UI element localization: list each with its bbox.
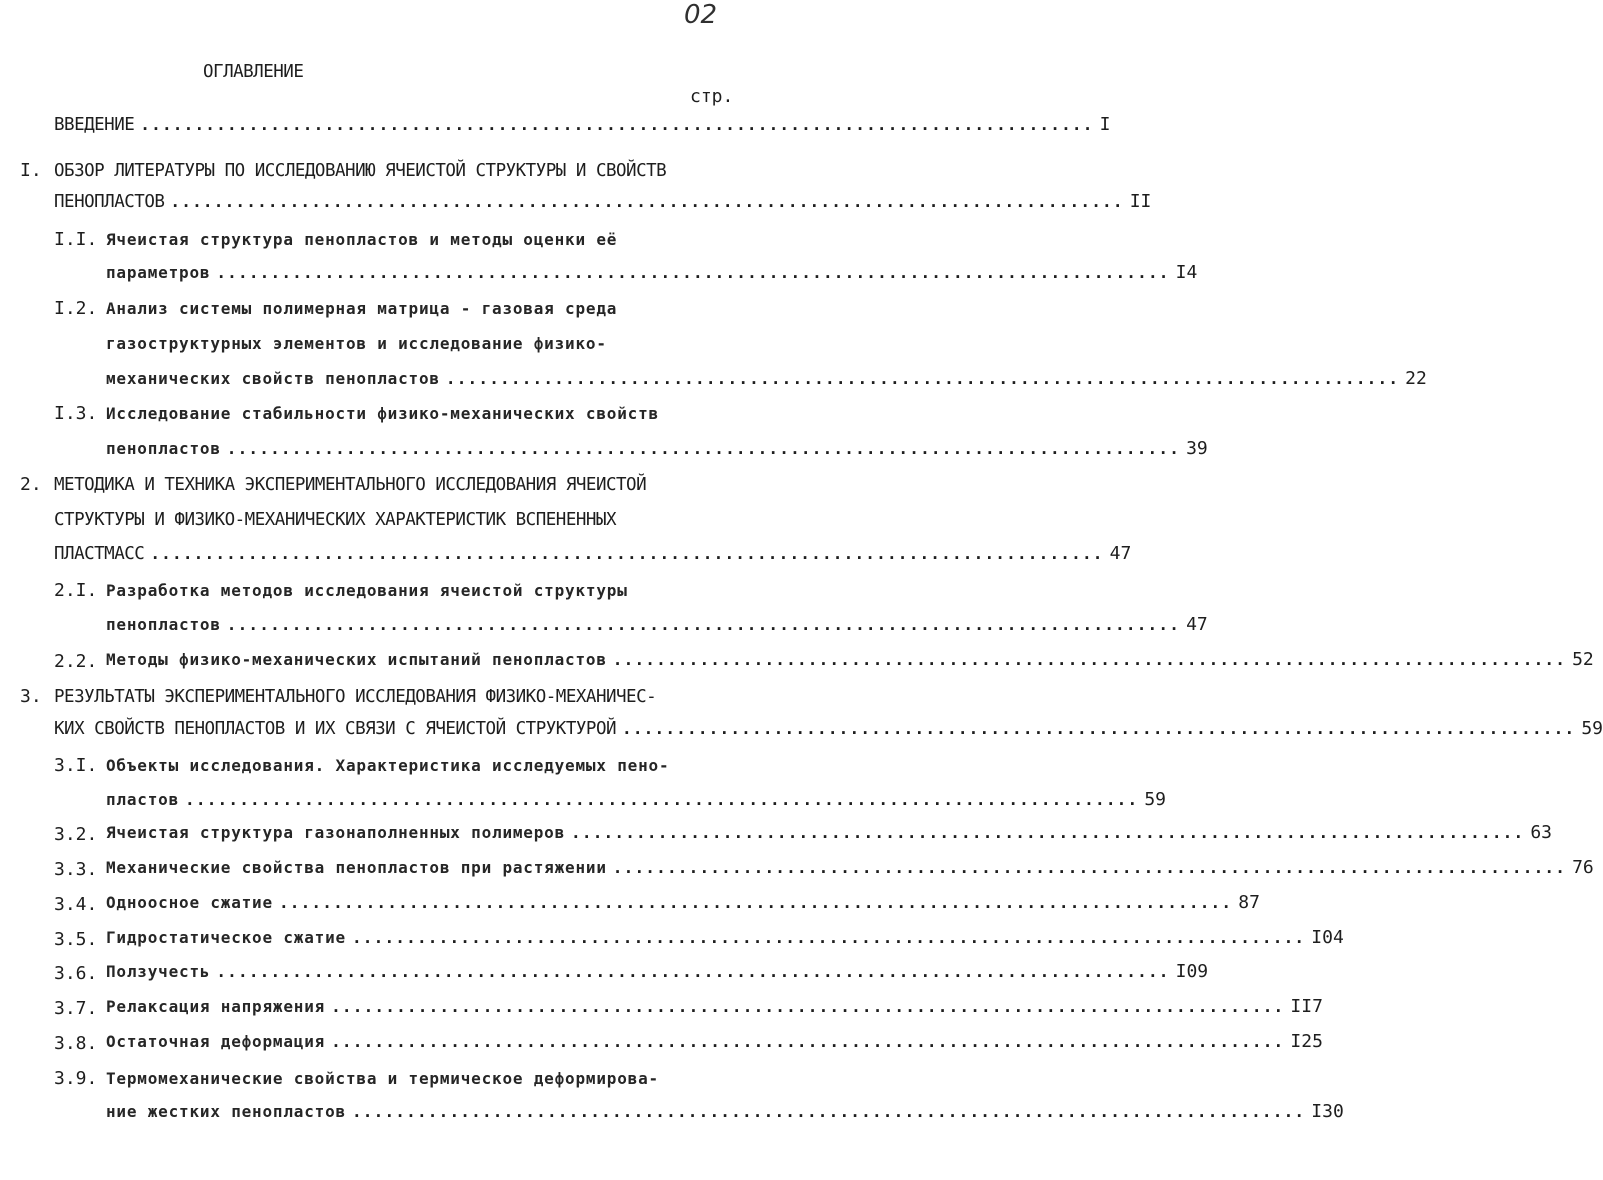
leader-dots: ........................................................................................ bbox=[351, 928, 1306, 947]
page-title: ОГЛАВЛЕНИЕ bbox=[203, 62, 304, 82]
leader-dots: ........................................................................................ bbox=[445, 369, 1400, 388]
toc-entry-1-3 bbox=[106, 438, 1208, 462]
section-title-line: ПЛАСТМАСС bbox=[54, 544, 145, 564]
subsection-number: I.2. bbox=[54, 298, 98, 319]
toc-entry-1-1 bbox=[106, 262, 1198, 286]
subsection-title-line: Ползучесть bbox=[106, 962, 211, 981]
toc-entry-section-3 bbox=[54, 718, 1603, 742]
toc-entry-page: I04 bbox=[1311, 927, 1344, 948]
subsection-title-line: Разработка методов исследования ячеистой структуры bbox=[106, 581, 628, 600]
leader-dots: ........................................................................................ bbox=[351, 1102, 1306, 1121]
section-number: 3. bbox=[20, 686, 42, 707]
toc-entry-3-7 bbox=[106, 996, 1323, 1020]
toc-entry-2-2 bbox=[106, 649, 1594, 673]
toc-entry-page: I30 bbox=[1311, 1101, 1344, 1122]
subsection-title-line: пластов bbox=[106, 790, 180, 809]
subsection-title-line: Ячеистая структура газонаполненных полимеров bbox=[106, 823, 566, 842]
toc-entry-2-1 bbox=[106, 614, 1208, 638]
section-title-line: ПЕНОПЛАСТОВ bbox=[54, 192, 165, 212]
toc-entry-1-2 bbox=[106, 368, 1427, 392]
subsection-number: 3.8. bbox=[54, 1033, 98, 1054]
toc-entry-page: 22 bbox=[1405, 368, 1427, 389]
toc-entry-page: 59 bbox=[1144, 789, 1167, 810]
section-title-line: СТРУКТУРЫ И ФИЗИКО-МЕХАНИЧЕСКИХ ХАРАКТЕРИСТИК ВСПЕНЕННЫХ bbox=[54, 510, 617, 530]
leader-dots: ........................................................................................ bbox=[612, 858, 1567, 877]
handwritten-page-number: 02 bbox=[684, 0, 718, 30]
subsection-number: I.3. bbox=[54, 403, 98, 424]
subsection-title-line: пенопластов bbox=[106, 439, 221, 458]
toc-entry-page: 39 bbox=[1186, 438, 1208, 459]
subsection-title-line: Механические свойства пенопластов при растяжении bbox=[106, 858, 607, 877]
subsection-number: 3.2. bbox=[54, 824, 98, 845]
leader-dots: ........................................................................................ bbox=[216, 263, 1170, 282]
subsection-title-line: Анализ системы полимерная матрица - газовая среда bbox=[106, 299, 618, 318]
toc-entry-intro bbox=[54, 114, 1111, 138]
section-title-line: КИХ СВОЙСТВ ПЕНОПЛАСТОВ И ИХ СВЯЗИ С ЯЧЕИСТОЙ СТРУКТУРОЙ bbox=[54, 719, 617, 739]
subsection-number: 3.3. bbox=[54, 859, 98, 880]
subsection-number: 3.4. bbox=[54, 894, 98, 915]
section-number: 2. bbox=[20, 474, 42, 495]
toc-entry-page: I bbox=[1099, 114, 1111, 135]
subsection-title-line: Остаточная деформация bbox=[106, 1032, 326, 1051]
leader-dots: ........................................................................................ bbox=[278, 893, 1233, 912]
leader-dots: ........................................................................................ bbox=[226, 439, 1181, 458]
toc-entry-3-3 bbox=[106, 857, 1594, 881]
toc-entry-section-1 bbox=[54, 191, 1152, 215]
subsection-title-line: ние жестких пенопластов bbox=[106, 1102, 346, 1121]
subsection-title-line: Методы физико-механических испытаний пенопластов bbox=[106, 650, 607, 669]
subsection-number: 2.I. bbox=[54, 580, 98, 601]
subsection-number: 3.9. bbox=[54, 1068, 98, 1089]
section-title-line: МЕТОДИКА И ТЕХНИКА ЭКСПЕРИМЕНТАЛЬНОГО ИССЛЕДОВАНИЯ ЯЧЕИСТОЙ bbox=[54, 475, 647, 495]
subsection-title-line: Ячеистая структура пенопластов и методы оценки её bbox=[106, 230, 618, 249]
section-title-line: РЕЗУЛЬТАТЫ ЭКСПЕРИМЕНТАЛЬНОГО ИССЛЕДОВАНИЯ ФИЗИКО-МЕХАНИЧЕС- bbox=[54, 687, 657, 707]
toc-entry-page: 47 bbox=[1186, 614, 1208, 635]
subsection-title-line: газоструктурных элементов и исследование физико- bbox=[106, 334, 607, 353]
toc-entry-label: ВВЕДЕНИЕ bbox=[54, 115, 135, 135]
toc-entry-page: II7 bbox=[1290, 996, 1323, 1017]
leader-dots: ........................................................................................ bbox=[150, 544, 1104, 563]
toc-entry-3-8 bbox=[106, 1031, 1323, 1055]
section-number: I. bbox=[20, 160, 42, 181]
subsection-title-line: Объекты исследования. Характеристика исследуемых пено- bbox=[106, 756, 670, 775]
leader-dots: ........................................................................................ bbox=[185, 790, 1139, 809]
leader-dots: ........................................................................................ bbox=[331, 997, 1285, 1016]
subsection-title-line: Одноосное сжатие bbox=[106, 893, 273, 912]
subsection-number: 3.6. bbox=[54, 963, 98, 984]
subsection-number: 3.7. bbox=[54, 998, 98, 1019]
leader-dots: ........................................................................................ bbox=[612, 650, 1567, 669]
toc-entry-3-6 bbox=[106, 961, 1209, 985]
page-column-label: стр. bbox=[690, 86, 734, 107]
leader-dots: ........................................................................................ bbox=[170, 192, 1124, 211]
toc-entry-page: 87 bbox=[1238, 892, 1260, 913]
leader-dots: ........................................................................................ bbox=[140, 115, 1094, 134]
toc-entry-section-2 bbox=[54, 543, 1132, 567]
toc-entry-page: I4 bbox=[1175, 262, 1198, 283]
toc-entry-page: 52 bbox=[1572, 649, 1594, 670]
toc-entry-3-9 bbox=[106, 1101, 1344, 1125]
subsection-number: 3.5. bbox=[54, 929, 98, 950]
toc-entry-page: I09 bbox=[1175, 961, 1209, 982]
leader-dots: ........................................................................................ bbox=[331, 1032, 1285, 1051]
toc-entry-page: 76 bbox=[1572, 857, 1594, 878]
leader-dots: ........................................................................................ bbox=[226, 615, 1181, 634]
subsection-title-line: механических свойств пенопластов bbox=[106, 369, 440, 388]
subsection-title-line: Гидростатическое сжатие bbox=[106, 928, 346, 947]
toc-entry-page: 59 bbox=[1581, 718, 1603, 739]
toc-entry-page: 47 bbox=[1109, 543, 1132, 564]
toc-entry-page: I25 bbox=[1290, 1031, 1323, 1052]
section-title-line: ОБЗОР ЛИТЕРАТУРЫ ПО ИССЛЕДОВАНИЮ ЯЧЕИСТОЙ СТРУКТУРЫ И СВОЙСТВ bbox=[54, 161, 667, 181]
subsection-title-line: пенопластов bbox=[106, 615, 221, 634]
toc-entry-page: 63 bbox=[1530, 822, 1553, 843]
toc-entry-3-4 bbox=[106, 892, 1260, 916]
leader-dots: ........................................................................................ bbox=[622, 719, 1576, 738]
subsection-title-line: параметров bbox=[106, 263, 211, 282]
subsection-number: I.I. bbox=[54, 229, 98, 250]
toc-entry-3-5 bbox=[106, 927, 1344, 951]
leader-dots: ........................................................................................ bbox=[216, 962, 1170, 981]
subsection-number: 3.I. bbox=[54, 755, 98, 776]
toc-entry-page: II bbox=[1129, 191, 1152, 212]
toc-entry-3-2 bbox=[106, 822, 1553, 846]
subsection-title-line: Релаксация напряжения bbox=[106, 997, 326, 1016]
subsection-number: 2.2. bbox=[54, 651, 98, 672]
subsection-title-line: Термомеханические свойства и термическое деформирова- bbox=[106, 1069, 659, 1088]
toc-entry-3-1 bbox=[106, 789, 1167, 813]
leader-dots: ........................................................................................ bbox=[571, 823, 1525, 842]
subsection-title-line: Исследование стабильности физико-механических свойств bbox=[106, 404, 659, 423]
